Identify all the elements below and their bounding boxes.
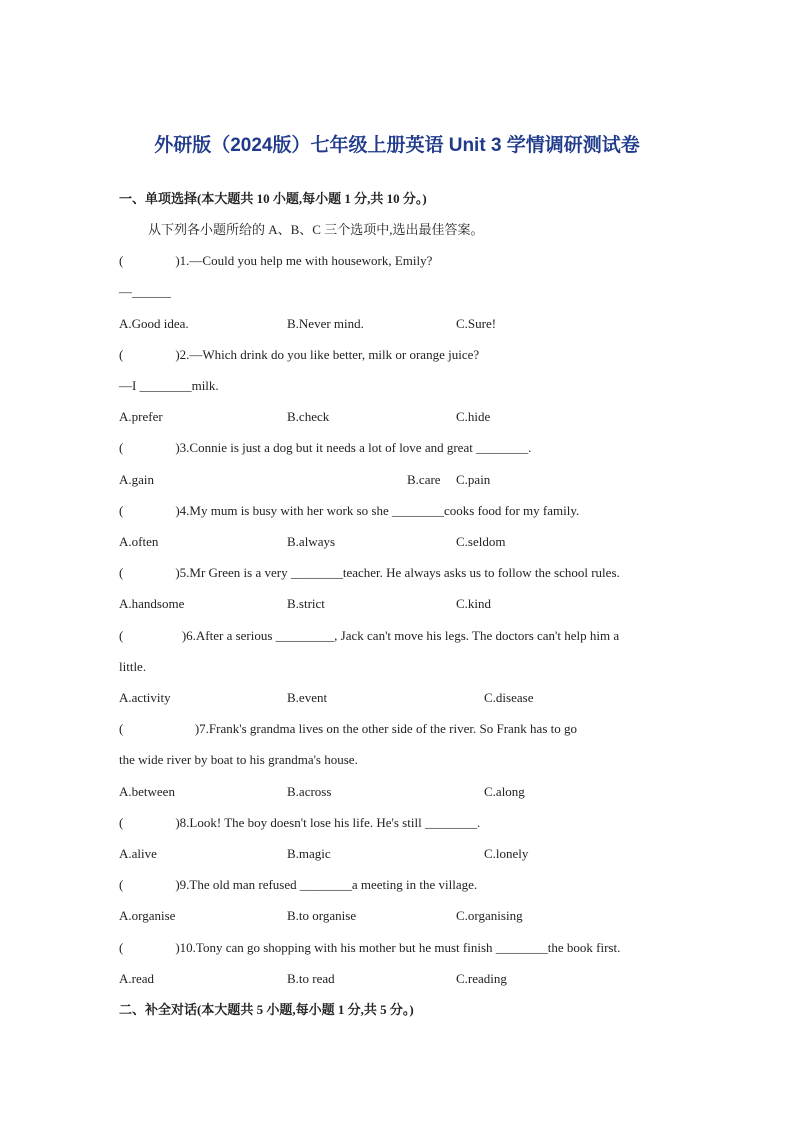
question-1-option-c: C.Sure! <box>456 316 497 331</box>
question-5-option-b: B.strict <box>287 596 325 611</box>
question-4-option-a: A.often <box>119 534 159 549</box>
question-5-option-c: C.kind <box>456 596 492 611</box>
question-4-stem: ( )4.My mum is busy with her work so she ________cooks food for my family. <box>119 503 580 518</box>
question-8-option-a: A.alive <box>119 846 157 861</box>
section-1-heading: 一、单项选择(本大题共 10 小题,每小题 1 分,共 10 分。) <box>119 191 427 206</box>
question-2-option-a: A.prefer <box>119 409 163 424</box>
question-9-option-a: A.organise <box>119 908 176 923</box>
question-8-option-b: B.magic <box>287 846 331 861</box>
question-4-option-c: C.seldom <box>456 534 506 549</box>
section-1-instruction: 从下列各小题所给的 A、B、C 三个选项中,选出最佳答案。 <box>148 222 484 237</box>
question-6-option-b: B.event <box>287 690 328 705</box>
question-10-option-a: A.read <box>119 971 155 986</box>
question-7-stem: ( )7.Frank's grandma lives on the other side of the river. So Frank has to go <box>119 721 577 736</box>
question-8-stem: ( )8.Look! The boy doesn't lose his life. He's still ________. <box>119 815 481 830</box>
question-10-stem: ( )10.Tony can go shopping with his mother but he must finish ________the book first. <box>119 940 621 955</box>
question-9-option-b: B.to organise <box>287 908 357 923</box>
question-1-answer-line: —______ <box>119 284 171 299</box>
question-7-option-b: B.across <box>287 784 332 799</box>
question-1-option-b: B.Never mind. <box>287 316 364 331</box>
question-2-answer-line: —I ________milk. <box>119 378 219 393</box>
question-8-option-c: C.lonely <box>484 846 529 861</box>
question-6-option-c: C.disease <box>484 690 534 705</box>
question-3-option-c: C.pain <box>456 472 491 487</box>
question-4-option-b: B.always <box>287 534 336 549</box>
question-6-stem-continued: little. <box>119 659 147 674</box>
question-2-option-c: C.hide <box>456 409 491 424</box>
question-10-option-c: C.reading <box>456 971 507 986</box>
question-9-option-c: C.organising <box>456 908 523 923</box>
question-2-stem: ( )2.—Which drink do you like better, milk or orange juice? <box>119 347 480 362</box>
question-2-option-b: B.check <box>287 409 330 424</box>
question-10-option-b: B.to read <box>287 971 335 986</box>
section-2-heading: 二、补全对话(本大题共 5 小题,每小题 1 分,共 5 分。) <box>119 1002 414 1017</box>
question-7-option-c: C.along <box>484 784 525 799</box>
question-1-stem: ( )1.—Could you help me with housework, Emily? <box>119 253 433 268</box>
question-3-stem: ( )3.Connie is just a dog but it needs a lot of love and great ________. <box>119 440 532 455</box>
question-9-stem: ( )9.The old man refused ________a meeting in the village. <box>119 877 478 892</box>
question-3-option-b: B.care <box>407 472 441 487</box>
question-1-option-a: A.Good idea. <box>119 316 189 331</box>
question-6-option-a: A.activity <box>119 690 171 705</box>
question-6-stem: ( )6.After a serious _________, Jack can't move his legs. The doctors can't help him a <box>119 628 620 643</box>
page-title: 外研版（2024版）七年级上册英语 Unit 3 学情调研测试卷 <box>154 135 640 156</box>
question-7-stem-continued: the wide river by boat to his grandma's house. <box>119 752 358 767</box>
question-3-option-a: A.gain <box>119 472 155 487</box>
question-5-stem: ( )5.Mr Green is a very ________teacher. He always asks us to follow the school rules. <box>119 565 620 580</box>
question-7-option-a: A.between <box>119 784 175 799</box>
question-5-option-a: A.handsome <box>119 596 185 611</box>
